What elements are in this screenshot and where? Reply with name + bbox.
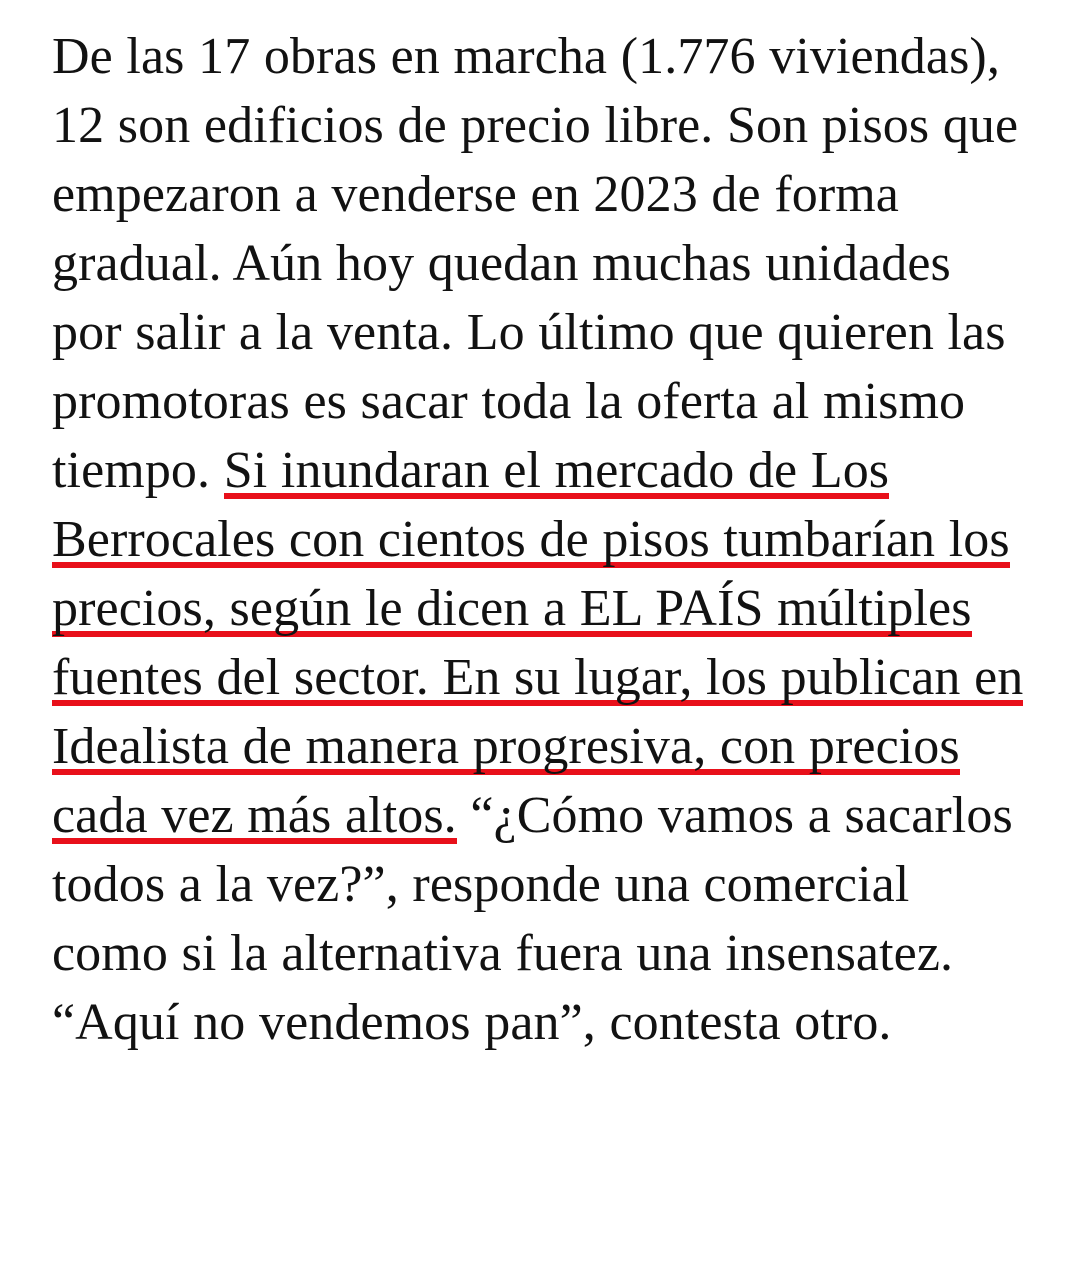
paragraph-text-after-highlight: “¿Cómo vamos a sacarlos todos a la vez?”, responde una comercial como si la alternativa fuera una insensatez. “Aquí no vendemos pan”, contesta otro. — [52, 787, 1013, 1051]
paragraph-text-before-highlight: De las 17 obras en marcha (1.776 viviendas), 12 son edificios de precio libre. Son pisos que empezaron a venderse en 2023 de forma gradual. Aún hoy quedan muchas unidades por salir a la venta. Lo último que quieren las promotoras es sacar toda la oferta al mismo tiempo. — [52, 28, 1019, 499]
article-paragraph — [52, 22, 1032, 1057]
highlighted-text-underlined: Si inundaran el mercado de Los Berrocales con cientos de pisos tumbarían los precios, según le dicen a EL PAÍS múltiples fuentes del sector. En su lugar, los publican en Idealista de manera progresiva, con precios cada vez más altos. — [52, 442, 1023, 850]
